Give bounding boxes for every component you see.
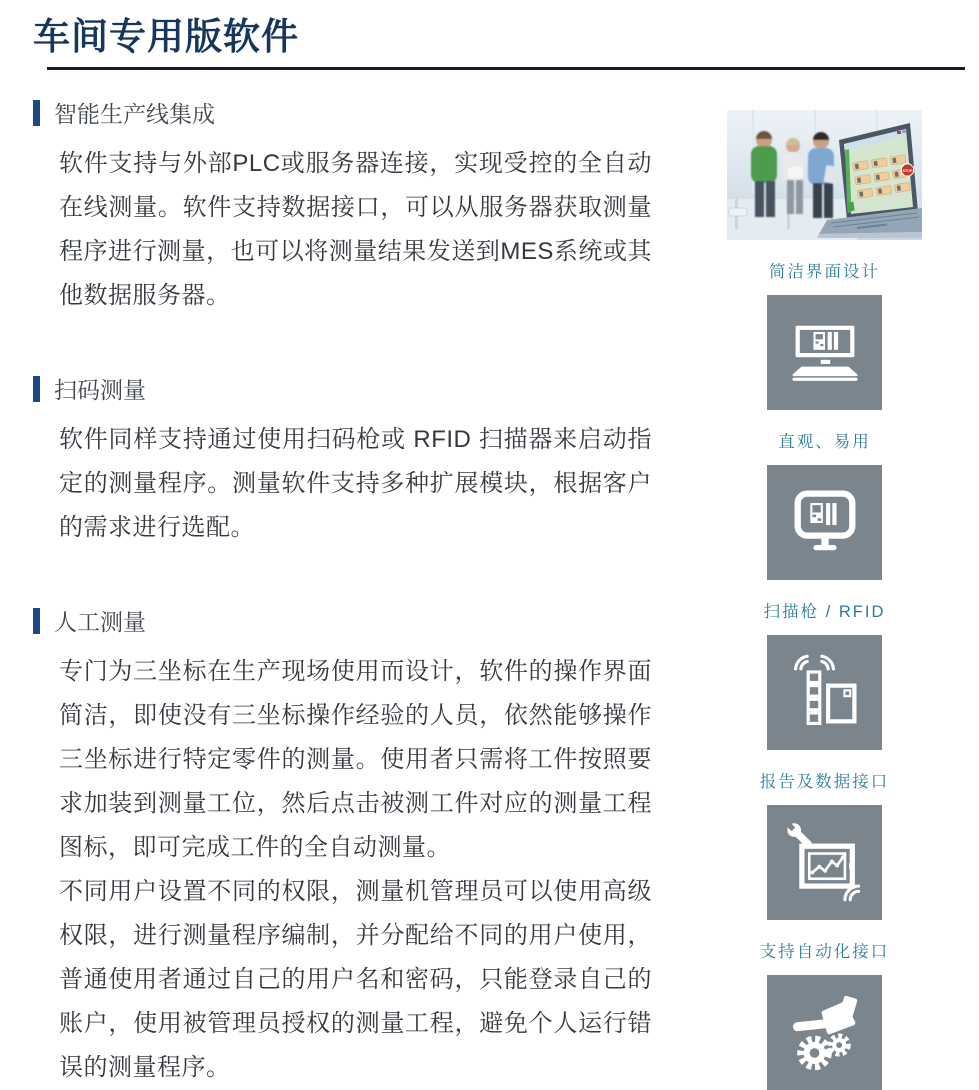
- feature-simple-interface: [767, 240, 882, 410]
- monitor-icon: [783, 481, 867, 565]
- hand-gears-icon: [783, 991, 867, 1075]
- stop-sign: [902, 164, 914, 176]
- feature-caption: 支持自动化接口: [759, 943, 890, 962]
- feature-caption: 报告及数据接口: [759, 773, 890, 792]
- feature-caption: 直观、易用: [778, 433, 871, 452]
- feature-icon-box: [767, 805, 882, 920]
- feature-icon-box: [767, 635, 882, 750]
- feature-intuitive-easy: [767, 410, 882, 580]
- heading-accent-bar: [33, 608, 40, 634]
- section-paragraph: 专门为三坐标在生产现场使用而设计，软件的操作界面简洁，即使没有三坐标操作经验的人员，依然能够操作三坐标进行特定零件的测量。使用者只需将工件按照要求加装到测量工位，然后点击被测工件对应的测量工程图标，即可完成工件的全自动测量。: [59, 658, 652, 862]
- page-header: [0, 0, 979, 70]
- feature-caption: 简洁界面设计: [769, 263, 880, 282]
- section-paragraph: 软件支持与外部PLC或服务器连接，实现受控的全自动在线测量。软件支持数据接口，可以从服务器获取测量程序进行测量，也可以将测量结果发送到MES系统或其他数据服务器。: [59, 150, 652, 310]
- office-software-photo: [727, 110, 922, 240]
- pointing-hand-glyph: [790, 994, 861, 1035]
- section-paragraph: 软件同样支持通过使用扫码枪或 RFID 扫描器来启动指定的测量程序。测量软件支持多种扩展模块，根据客户的需求进行选配。: [59, 426, 652, 542]
- feature-icon-box: [767, 295, 882, 410]
- section-manual-measurement: [33, 604, 652, 1090]
- feature-caption: 扫描枪 / RFID: [763, 603, 886, 622]
- feature-report-data-interface: [760, 750, 890, 920]
- stop-sign-label: STOP: [902, 169, 913, 174]
- section-heading-text: 人工测量: [54, 609, 146, 636]
- section-heading: [33, 604, 652, 637]
- feature-scanner-rfid: [764, 580, 886, 750]
- rfid-scanner-icon: [783, 651, 867, 735]
- heading-accent-bar: [33, 376, 40, 402]
- heading-accent-bar: [33, 100, 40, 126]
- gears-glyph: [801, 1037, 847, 1066]
- report-chart-icon: [783, 821, 867, 905]
- main-content: [0, 96, 652, 1090]
- section-heading-text: 智能生产线集成: [54, 101, 215, 128]
- section-heading: [33, 372, 652, 405]
- section-heading-text: 扫码测量: [54, 377, 146, 404]
- feature-sidebar: [727, 96, 922, 1090]
- feature-automation-interface: [760, 920, 890, 1090]
- section-heading: [33, 96, 652, 129]
- desktop-computer-icon: [783, 311, 867, 395]
- section-scan-code-measurement: [33, 372, 652, 550]
- section-paragraph: 不同用户设置不同的权限，测量机管理员可以使用高级权限，进行测量程序编制，并分配给不同的用户使用，普通使用者通过自己的用户名和密码，只能登录自己的账户，使用被管理员授权的测量工程，避免个人运行错误的测量程序。: [59, 878, 652, 1082]
- page-title: 车间专用版软件: [33, 16, 299, 57]
- section-smart-production-line: [33, 96, 652, 318]
- feature-icon-box: [767, 465, 882, 580]
- feature-icon-box: [767, 975, 882, 1090]
- title-underline: [47, 67, 965, 70]
